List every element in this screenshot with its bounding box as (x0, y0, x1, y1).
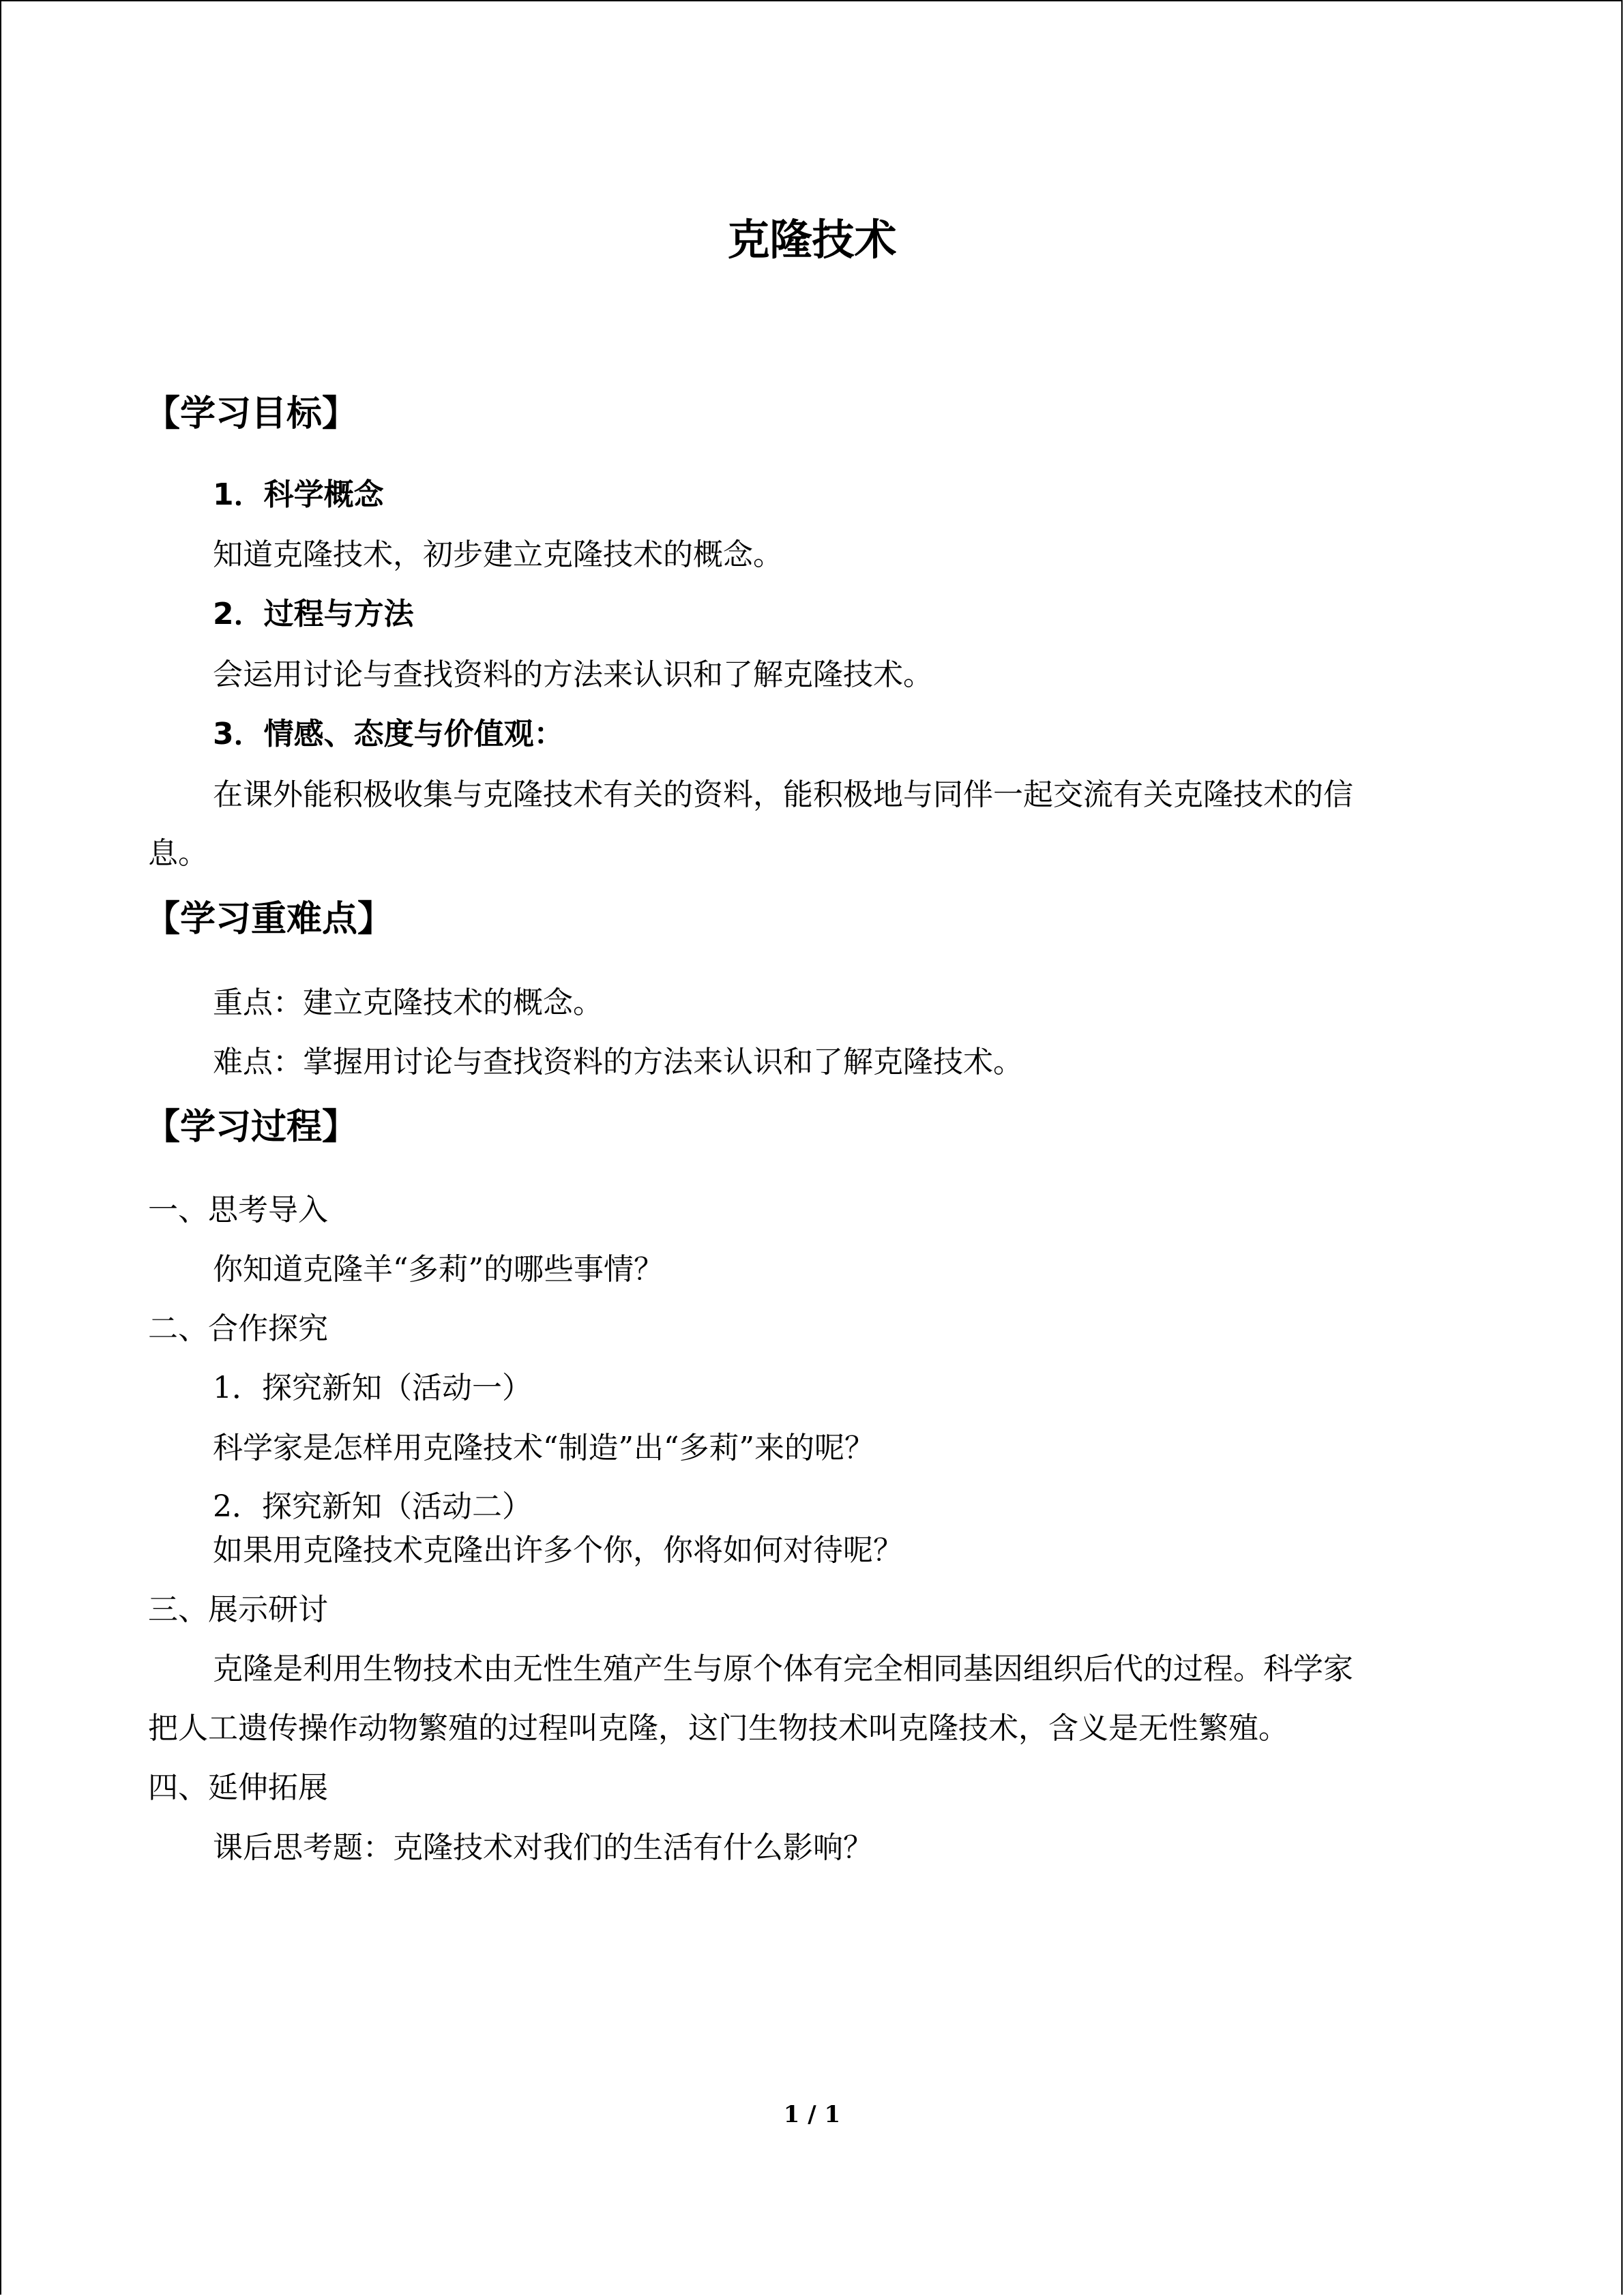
page-number: 1 / 1 (783, 2101, 841, 2128)
objective-2-title: 2．过程与方法 (213, 597, 414, 631)
part-2-title: 二、合作探究 (148, 1311, 328, 1346)
part-2-activity-2-title: 2．探究新知（活动二） (213, 1489, 532, 1524)
part-3-text-line-2: 把人工遗传操作动物繁殖的过程叫克隆，这门生物技术叫克隆技术，含义是无性繁殖。 (148, 1711, 1288, 1746)
part-1-text: 你知道克隆羊“多莉”的哪些事情？ (213, 1252, 664, 1287)
part-1-title: 一、思考导入 (148, 1193, 328, 1227)
part-3-text-line-1: 克隆是利用生物技术由无性生殖产生与原个体有完全相同基因组织后代的过程。科学家 (213, 1652, 1353, 1686)
part-4-text: 课后思考题：克隆技术对我们的生活有什么影响？ (213, 1830, 873, 1865)
part-2-activity-1-text: 科学家是怎样用克隆技术“制造”出“多莉”来的呢？ (213, 1431, 874, 1465)
objective-3-text-line-2: 息。 (148, 836, 208, 871)
document-title: 克隆技术 (727, 215, 897, 265)
process-heading: 【学习过程】 (145, 1107, 358, 1148)
objective-3-title: 3．情感、态度与价值观： (213, 717, 564, 751)
part-2-activity-1-title: 1．探究新知（活动一） (213, 1371, 532, 1405)
difficulty-text: 难点：掌握用讨论与查找资料的方法来认识和了解克隆技术。 (213, 1045, 1023, 1079)
objective-1-text: 知道克隆技术，初步建立克隆技术的概念。 (213, 537, 783, 572)
key-points-heading: 【学习重难点】 (145, 899, 394, 940)
part-3-title: 三、展示研讨 (148, 1592, 328, 1627)
objective-3-text-line-1: 在课外能积极收集与克隆技术有关的资料，能积极地与同伴一起交流有关克隆技术的信 (213, 777, 1353, 812)
part-2-activity-2-text: 如果用克隆技术克隆出许多个你，你将如何对待呢？ (213, 1533, 903, 1568)
objective-2-text: 会运用讨论与查找资料的方法来认识和了解克隆技术。 (213, 657, 933, 692)
objective-1-title: 1．科学概念 (213, 477, 384, 512)
key-point-text: 重点：建立克隆技术的概念。 (213, 985, 603, 1020)
objectives-heading: 【学习目标】 (145, 393, 358, 434)
part-4-title: 四、延伸拓展 (148, 1770, 328, 1805)
